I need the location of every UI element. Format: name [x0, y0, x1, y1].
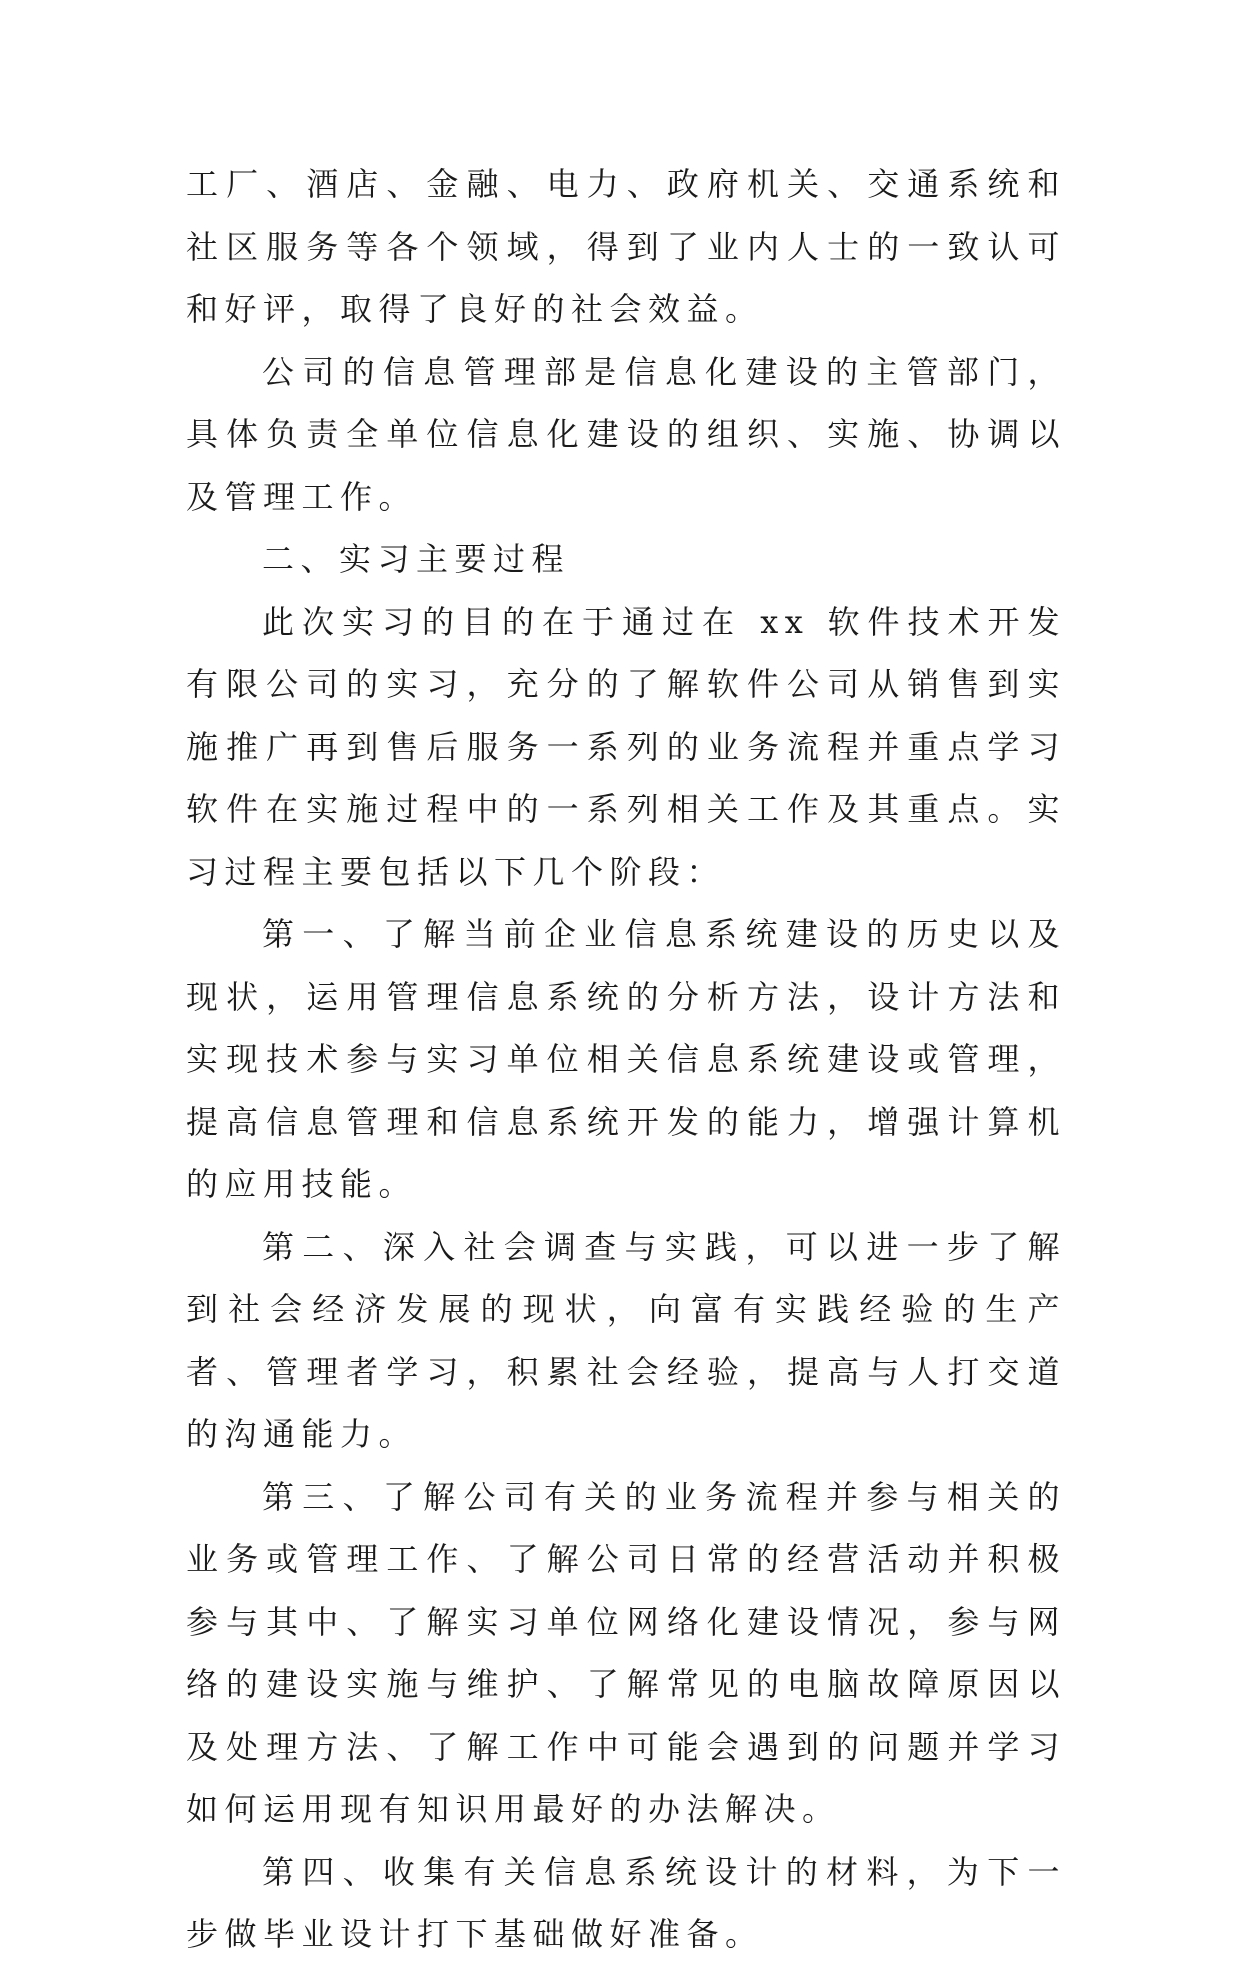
paragraph-fields-of-application: 工厂、酒店、金融、电力、政府机关、交通系统和社区服务等各个领域，得到了业内人士的一致认可和好评，取得了良好的社会效益。	[186, 165, 1066, 328]
paragraph-stage-two: 第二、深入社会调查与实践，可以进一步了解到社会经济发展的现状，向富有实践经验的生产者、管理者学习，积累社会经验，提高与人打交道的沟通能力。	[186, 1227, 1066, 1453]
paragraph-information-management-department: 公司的信息管理部是信息化建设的主管部门，具体负责全单位信息化建设的组织、实施、协调以及管理工作。	[186, 352, 1066, 516]
paragraph-stage-four: 第四、收集有关信息系统设计的材料，为下一步做毕业设计打下基础做好准备。	[186, 1852, 1066, 1953]
paragraph-stage-three: 第三、了解公司有关的业务流程并参与相关的业务或管理工作、了解公司日常的经营活动并积极参与其中、了解实习单位网络化建设情况，参与网络的建设实施与维护、了解常见的电脑故障原因以及处理方法、了解工作中可能会遇到的问题并学习如何运用现有知识用最好的办法解决。	[186, 1477, 1066, 1828]
paragraph-stage-one: 第一、了解当前企业信息系统建设的历史以及现状，运用管理信息系统的分析方法，设计方法和实现技术参与实习单位相关信息系统建设或管理，提高信息管理和信息系统开发的能力，增强计算机的应用技能。	[186, 915, 1066, 1203]
section-heading-internship-process: 二、实习主要过程	[262, 540, 571, 578]
document-body	[186, 153, 1066, 1966]
paragraph-internship-purpose: 此次实习的目的在于通过在 xx 软件技术开发有限公司的实习，充分的了解软件公司从销售到实施推广再到售后服务一系列的业务流程并重点学习软件在实施过程中的一系列相关工作及其重点。实习过程主要包括以下几个阶段：	[186, 602, 1066, 891]
